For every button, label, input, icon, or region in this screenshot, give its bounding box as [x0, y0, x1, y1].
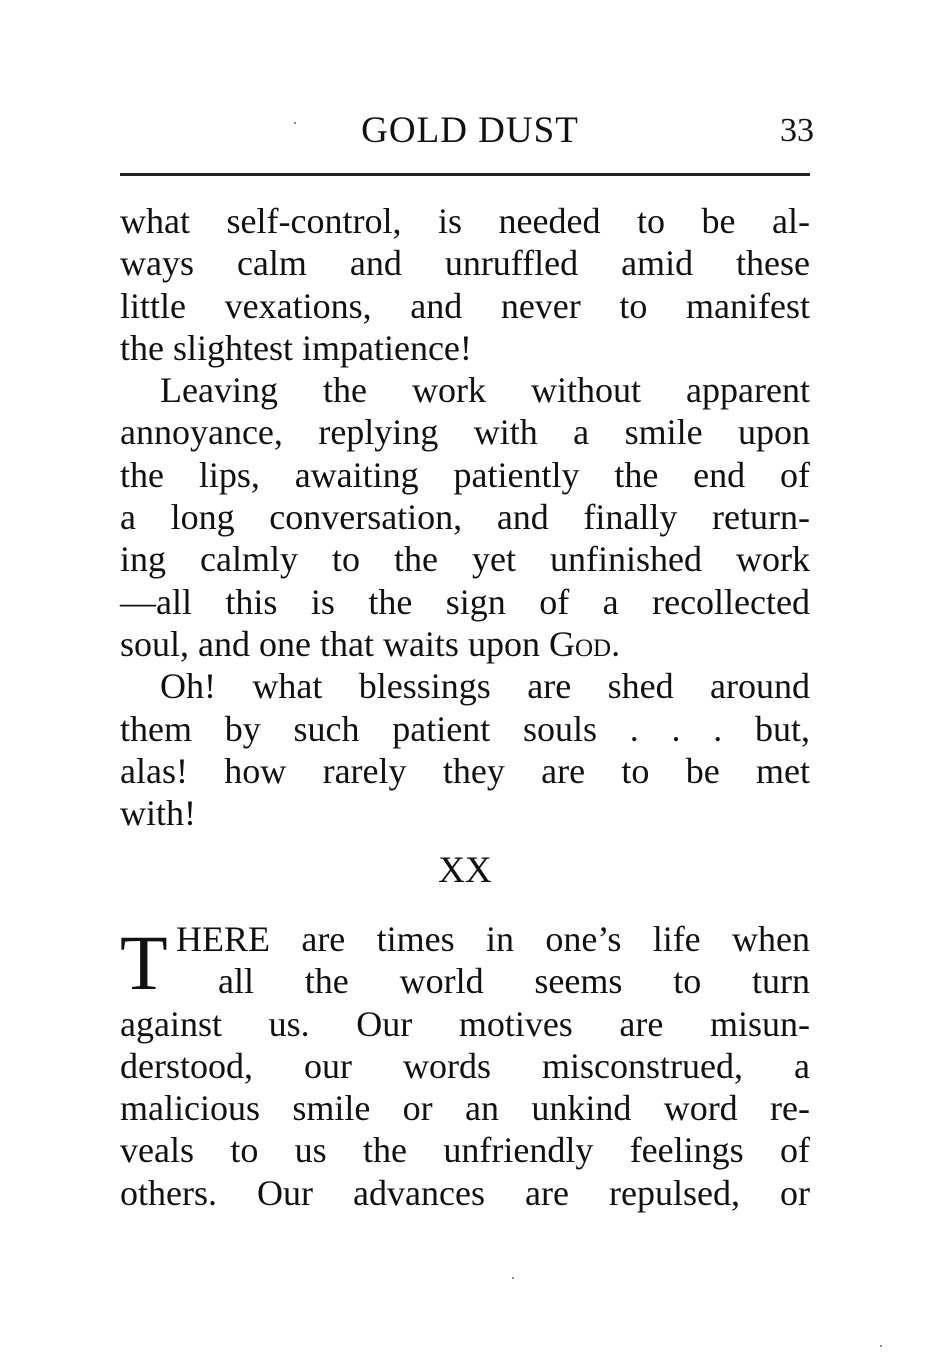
paragraph-1 — [120, 200, 810, 369]
text-line: annoyance, replying with a smile upon — [120, 412, 810, 453]
body-text — [120, 200, 810, 834]
text-line: Leaving the work without apparent — [160, 370, 810, 411]
paragraph-3 — [120, 665, 810, 834]
section-text — [120, 918, 810, 1214]
header-rule — [120, 173, 810, 176]
text-line: the slightest impatience! — [120, 327, 472, 368]
section-heading: XX — [438, 850, 492, 891]
text-line: —all this is the sign of a recollected — [120, 581, 810, 622]
scan-speck — [512, 1277, 514, 1279]
text-line: derstood, our words misconstrued, a — [120, 1045, 810, 1086]
page-number: 33 — [780, 112, 814, 149]
paragraph-2 — [120, 369, 810, 665]
small-caps-word: God — [548, 623, 612, 664]
text-line: alas! how rarely they are to be met — [120, 750, 810, 791]
text-line: against us. Our motives are misun- — [120, 1003, 810, 1044]
text-line: others. Our advances are repulsed, or — [120, 1172, 810, 1213]
scan-speck — [880, 1345, 882, 1347]
text-line: veals to us the unfriendly feelings of — [120, 1130, 810, 1171]
scan-speck — [294, 122, 296, 124]
text-line: malicious smile or an unkind word re- — [120, 1088, 810, 1129]
text-line: ing calmly to the yet unfinished work — [120, 539, 810, 580]
drop-cap: T — [120, 919, 168, 1006]
text-line: what self-control, is needed to be al- — [120, 201, 810, 241]
text-line: all the world seems to turn — [218, 961, 810, 1002]
text-fragment: . — [611, 623, 621, 664]
running-header — [120, 106, 814, 156]
text-line: a long conversation, and finally return- — [120, 497, 810, 538]
text-line: little vexations, and never to manifest — [120, 285, 810, 326]
text-line: ways calm and unruffled amid these — [120, 243, 810, 284]
text-fragment: soul, and one that waits upon — [120, 623, 549, 664]
text-line: Oh! what blessings are shed around — [160, 666, 810, 707]
text-line: them by such patient souls . . . but, — [120, 708, 810, 749]
text-line: HERE are times in one’s life when — [176, 919, 810, 959]
text-line: with! — [120, 793, 196, 834]
text-line — [120, 623, 810, 665]
text-line: the lips, awaiting patiently the end of — [120, 454, 810, 495]
running-title: GOLD DUST — [361, 110, 579, 151]
